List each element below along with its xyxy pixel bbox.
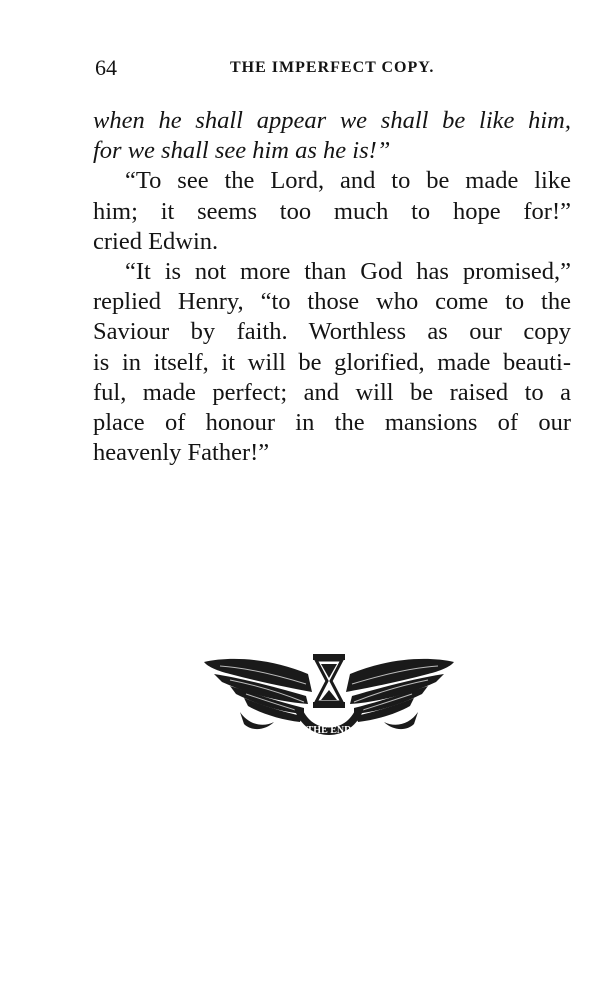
page-header (95, 55, 570, 87)
text-line: “To see the Lord, and to be made like (125, 167, 571, 195)
running-head: THE IMPERFECT COPY. (230, 59, 435, 76)
text-line: when he shall appear we shall be like him, (93, 107, 571, 134)
text-line: is in itself, it will be glorified, made beauti- (93, 348, 571, 376)
text-line: for we shall see him as he is!” (93, 137, 391, 165)
the-end-ornament (200, 652, 458, 747)
text-line: place of honour in the mansions of our (93, 409, 571, 437)
text-line: replied Henry, “to those who come to the (93, 288, 571, 316)
text-line: cried Edwin. (93, 227, 219, 255)
page-number: 64 (95, 55, 117, 80)
text-line: “It is not more than God has promised,” (125, 258, 571, 286)
text-line: Saviour by faith. Worthless as our copy (93, 318, 571, 346)
body-text (93, 106, 571, 468)
winged-hourglass-icon (200, 652, 458, 747)
text-line: ful, made perfect; and will be raised to a (93, 378, 571, 406)
text-line: heavenly Father!” (93, 439, 270, 467)
the-end-label: THE END (306, 725, 352, 736)
text-line: him; it seems too much to hope for!” (93, 197, 571, 225)
